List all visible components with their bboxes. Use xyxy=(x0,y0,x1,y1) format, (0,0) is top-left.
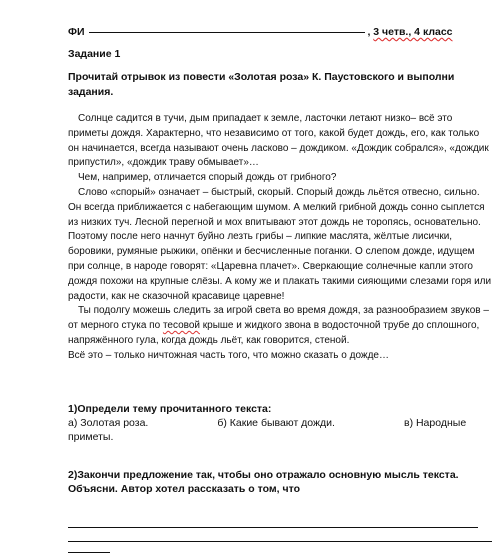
option-c: в) Народные xyxy=(403,417,467,429)
name-blank-line xyxy=(89,32,365,33)
story-paragraph: Слово «спорый» означает – быстрый, скорый. Спорый дождь льётся отвесно, сильно. Он всегда приближается с набегающим шумом. А мелкий грибной дождь сонно сыплется из низких туч. Лесной перегной и мох впитывают этот дождь не торопясь, основательно. Поэтому после него начнут буйно лезть грибы – липкие маслята, жёлтые лисички, боровики, румяные рыжики, опёнки и бесчисленные поганки. О слепом дожде, идущем при солнце, в народе говорят: «Царевна плачет». Сверкающие солнечные капли этого дождя похожи на крупные слёзы. А кому же и плакать такими сияющими слезами горя или радости, как не сказочной красавице царевне! xyxy=(68,186,492,302)
option-c-continued: приметы. xyxy=(68,431,114,443)
story-paragraph: Всё это – только ничтожная часть того, что можно сказать о дожде… xyxy=(68,349,389,361)
story-paragraph: Солнце садится в тучи, дым припадает к земле, ласточки летают низко– всё это приметы дождя. Характерно, что независимо от того, какой будет дождь, его, как только он начинается, всегда называют очень ласково – дождиком. «Дождик собрался», «дождик припустил», «дождик траву обмывает»… xyxy=(68,113,489,169)
question-2: 2)Закончи предложение так, чтобы оно отражало основную мысль текста. Объясни. Автор хотел рассказать о том, что xyxy=(68,469,459,495)
question-1-options xyxy=(68,416,486,430)
question-1 xyxy=(68,402,492,444)
option-b: б) Какие бывают дожди. xyxy=(217,417,335,429)
story-text: крыше и жидкого звона в водосточной трубе до сплошного, напряжённого гула, когда дождь льёт, как говорится, стеной. xyxy=(68,320,480,346)
story-paragraph xyxy=(68,304,492,348)
option-a: а) Золотая роза. xyxy=(68,417,149,429)
answer-line xyxy=(68,552,110,553)
story-text: Ты подолгу можешь следить за игрой света во время дождя, за разнообразием звуков – от мерного стука по xyxy=(68,305,489,332)
fio-label: ФИ xyxy=(68,26,85,38)
task-instruction: Прочитай отрывок из повести «Золотая роза» К. Паустовского и выполни задания. xyxy=(68,71,455,98)
grade-label: 3 четв., 4 класс xyxy=(373,26,453,38)
story-paragraph: Чем, например, отличается спорый дождь от грибного? xyxy=(78,172,337,184)
question-1-title: 1)Определи тему прочитанного текста: xyxy=(68,403,272,415)
answer-line xyxy=(68,541,492,542)
header-line: ФИ , 3 четв., 4 класс xyxy=(68,26,453,38)
story-word-marked: тесовой xyxy=(162,320,200,332)
story-excerpt xyxy=(68,112,492,364)
task-title: Задание 1 xyxy=(68,48,121,60)
answer-line xyxy=(68,527,478,528)
